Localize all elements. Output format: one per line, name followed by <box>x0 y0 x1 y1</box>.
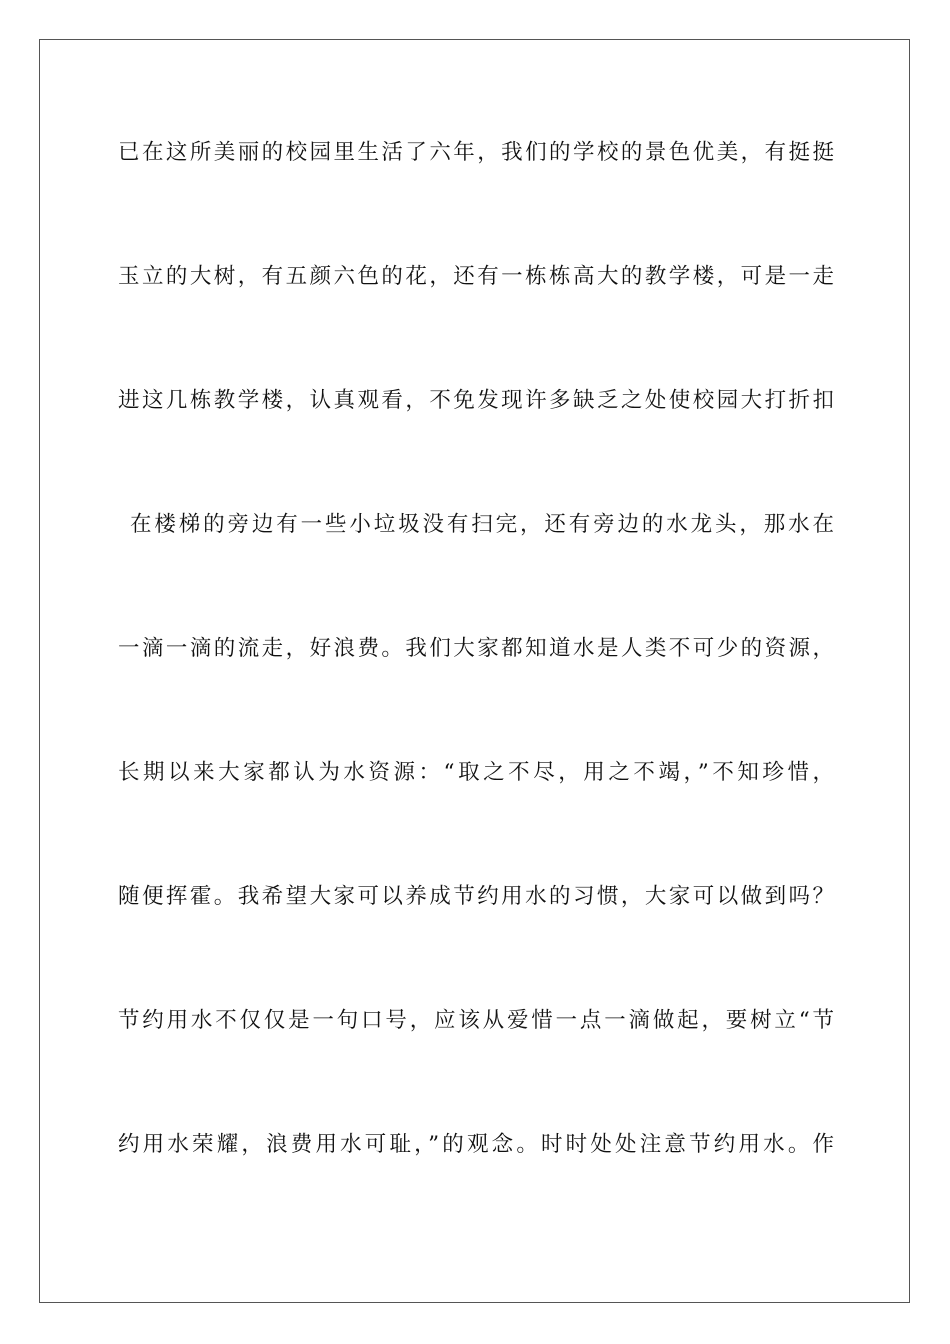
paragraph-line-8: 节约用水不仅仅是一句口号，应该从爱惜一点一滴做起，要树立“节 <box>118 1008 834 1033</box>
paragraph-line-5: 一滴一滴的流走，好浪费。我们大家都知道水是人类不可少的资源， <box>118 636 834 661</box>
paragraph-line-4: 在楼梯的旁边有一些小垃圾没有扫完，还有旁边的水龙头，那水在 <box>130 512 834 537</box>
paragraph-line-1: 已在这所美丽的校园里生活了六年，我们的学校的景色优美，有挺挺 <box>118 140 834 165</box>
paragraph-line-6: 长期以来大家都认为水资源：“取之不尽，用之不竭，”不知珍惜， <box>118 760 834 785</box>
paragraph-line-2: 玉立的大树，有五颜六色的花，还有一栋栋高大的教学楼，可是一走 <box>118 264 834 289</box>
document-page <box>39 39 910 1303</box>
paragraph-line-3: 进这几栋教学楼，认真观看，不免发现许多缺乏之处使校园大打折扣 <box>118 388 834 413</box>
paragraph-line-7: 随便挥霍。我希望大家可以养成节约用水的习惯，大家可以做到吗？ <box>118 884 834 909</box>
paragraph-line-9: 约用水荣耀，浪费用水可耻，”的观念。时时处处注意节约用水。作 <box>118 1132 834 1157</box>
